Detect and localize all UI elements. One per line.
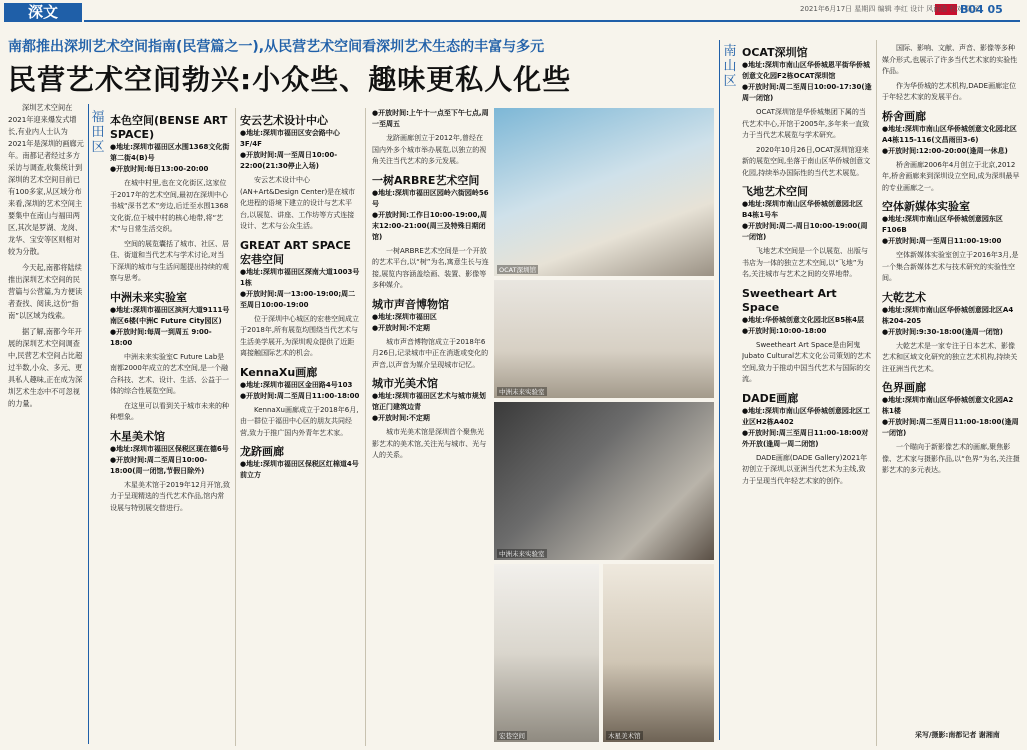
venue-address: ●地址:深圳市福田区艺术与城市规划馆正门建筑边青	[372, 392, 486, 411]
venue-hours: ●开放时间:周一至周日11:00-19:00	[882, 237, 1002, 245]
byline: 采写/摄影:南都记者 谢湘南	[915, 731, 1000, 739]
venue-name: OCAT深圳馆	[742, 46, 808, 59]
photo-gallery	[494, 564, 599, 742]
photo-caption: 宏巷空间	[499, 732, 525, 740]
venue-description: 桥舍画廊2006年4月创立于北京,2012年,桥舍画廊来到深圳设立空间,成为深圳最早的专业画廊之一。	[882, 160, 1020, 192]
venue-name: KennaXu画廊	[240, 365, 318, 379]
venue-description: 一树ARBRE艺术空间是一个开放的艺术平台,以“树”为名,寓意生长与连接,展览内容涵盖绘画、装置、影像等多种媒介。	[372, 246, 489, 289]
venue-hours: ●开放时间:不定期	[372, 323, 430, 332]
venue-name: DADE画廊	[742, 391, 799, 405]
venue-name: 木星美术馆	[110, 429, 165, 443]
intro-paragraph: 今天起,南都将陆续推出深圳艺术空间的民营篇与公营篇,为方便读者查找、阅读,这份“指南”以区域为线索。	[8, 263, 83, 320]
column-4	[742, 40, 872, 746]
venue-description: 在城中村里,也在文化街区,这家位于2017年的艺术空间,最初在深圳中心书城“深书艺术”旁边,后迁至水围1368文化街,位于城中村的核心地带,将“艺术”与日常生活交织。	[110, 179, 229, 233]
intro-paragraph: 据了解,南都今年开展的深圳艺术空间调查中,民营艺术空间占比超过半数,小众、多元、更具私人趣味,正在成为深圳艺术生态中不可忽视的力量。	[8, 327, 83, 408]
venue-description: 城市光美术馆是深圳首个聚焦光影艺术的美术馆,关注光与城市、光与人的关系。	[372, 428, 487, 459]
venue-description: 位于深圳中心城区的宏巷空间成立于2018年,所有展览均围绕当代艺术与生活美学展开,为深圳观众提供了近距离接触国际艺术的机会。	[240, 314, 359, 357]
section-tag: 深文	[4, 3, 82, 22]
venue-name: 飞地艺术空间	[742, 185, 808, 198]
venue-name: 空体新媒体实验室	[882, 200, 970, 213]
venue-description: 在这里可以看到关于城市未来的种种想象。	[110, 401, 229, 421]
venue-description: 大乾艺术是一家专注于日本艺术、影像艺术和区域文化研究的独立艺术机构,持续关注亚洲当代艺术。	[882, 341, 1018, 373]
venue-name: GREAT ART SPACE宏巷空间	[240, 238, 351, 266]
photo-caption: 中洲未来实验室	[499, 550, 545, 558]
venue-description: DADE画廊(DADE Gallery)2021年初创立于深圳,以亚洲当代艺术为主线,致力于呈现当代年轻艺术家的创作。	[742, 453, 868, 485]
venue-address: ●地址:华侨城创意文化园北区B5栋4层	[742, 315, 864, 324]
divider	[235, 108, 236, 746]
column-5	[882, 40, 1020, 730]
venue-address: ●地址:深圳市南山区华侨城创意园北区B4栋1号车	[742, 200, 863, 219]
venue-name: 城市光美术馆	[372, 377, 438, 390]
venue-hours: ●开放时间:不定期	[372, 414, 430, 422]
photo-caption: 中洲未来实验室	[499, 388, 545, 396]
venue-description: 中洲未来实验室C Future Lab是南都2000年成立的艺术空间,是一个融合科技、艺术、设计、生活、公益于一体的综合性展览空间。	[110, 352, 229, 395]
venue-address: ●地址:深圳市福田区保税区现在德6号	[110, 444, 229, 453]
venue-address: ●地址:深圳市南山区华侨城创意园北区A4栋204-205	[882, 305, 1014, 325]
venue-name: 桥舍画廊	[882, 109, 926, 123]
venue-name: 本色空间(BENSE ART SPACE)	[110, 114, 228, 141]
venue-address: ●地址:深圳市福田区	[372, 312, 437, 321]
venue-hours: ●开放时间:每周一到周五 9:00-18:00	[110, 327, 212, 347]
venue-address: ●地址:深圳市福田区安会路中心3F/4F	[240, 129, 340, 148]
venue-name: 大乾艺术	[882, 290, 926, 304]
district-label-nanshan: 南山区	[723, 44, 737, 89]
intro-paragraph: 深圳艺术空间在2021年迎来爆发式增长,有业内人士认为2021年是深圳的画廊元年。南都记者经过多方采访与调查,收集统计到深圳的艺术空间目前已有100多家,从区域分布来看,深圳的艺术空间主要集中在南山与福田两区,其次是罗湖、龙岗、龙华、宝安等区则相对较为分散。	[8, 103, 84, 256]
divider	[719, 40, 720, 740]
photo-caption: 木星美术馆	[608, 732, 641, 740]
dateline: 2021年6月17日 星期四 编辑 李红 设计 风雨造 校对 陈子	[800, 5, 980, 13]
venue-address: ●地址:深圳市福田区深南大道1003号1栋	[240, 267, 360, 287]
header-rule	[84, 20, 1020, 22]
venue-description: 空体新媒体实验室创立于2016年3月,是一个集合新媒体艺术与技术研究的实验性空间。	[882, 251, 1019, 282]
venue-hours: ●开放时间:周三至周日11:00-18:00对外开放(逢周一周二闭馆)	[742, 428, 869, 448]
column-3	[372, 108, 490, 746]
venue-hours: ●开放时间:工作日10:00-19:00,周末12:00-21:00(周三及特殊日期闭馆)	[372, 210, 488, 241]
venue-name: Sweetheart Art Space	[742, 286, 837, 314]
venue-description: 作为华侨城的艺术机构,DADE画廊定位于年轻艺术家的发展平台。	[882, 81, 1017, 101]
venue-address: ●地址:深圳市福田区滨河大道9111号南区6楼(中洲C Future City园区)	[110, 305, 230, 325]
venue-name: 中洲未来实验室	[110, 290, 187, 304]
venue-hours: ●开放时间:9:30-18:00(逢周一闭馆)	[882, 327, 1003, 336]
venue-address: ●地址:深圳市南山区华侨城创意文化园A2栋1楼	[882, 396, 1014, 415]
venue-name: 城市声音博物馆	[372, 297, 449, 311]
venue-description: 安云艺术设计中心(AN+Art&Design Center)是在城市化进程的语境下建立的设计与艺术平台,以展览、讲座、工作坊等方式连接设计、艺术与公众生活。	[240, 176, 356, 230]
photo-exhibition	[494, 402, 714, 560]
venue-address: ●地址:深圳市南山区华侨城恩平街华侨城创意文化园F2栋OCAT深圳馆	[742, 61, 870, 80]
venue-name: 色界画廊	[882, 381, 926, 394]
venue-hours: ●开放时间:周二至周日10:00-17:30(逢周一闭馆)	[742, 83, 872, 102]
divider	[876, 40, 877, 746]
venue-address: ●地址:深圳市福田区园岭六街园岭56号	[372, 188, 489, 208]
venue-hours: ●开放时间:周二-周日10:00-19:00(周一闭馆)	[742, 222, 868, 241]
divider	[88, 104, 89, 744]
venue-description: 一个瞄向于新影像艺术的画廊,聚焦影像、艺术家与摄影作品,以“色界”为名,关注摄影艺术的多元表达。	[882, 443, 1020, 474]
venue-hours: ●开放时间:周一13:00-19:00;周二至周日10:00-19:00	[240, 289, 356, 309]
venue-hours: ●开放时间:周二至周日11:00-18:00	[240, 391, 360, 400]
venue-hours: ●开放时间:周二至周日11:00-18:00(逢周一闭馆)	[882, 418, 1019, 437]
page-number: B04 05	[960, 3, 1003, 16]
divider	[365, 108, 366, 746]
venue-description: Sweetheart Art Space是由阿鬼Jubato Cultural艺术文化公司策划的艺术空间,致力于推动中国当代艺术与国际的交流。	[742, 340, 872, 383]
column-1	[110, 108, 230, 746]
photo-future-lab	[494, 280, 714, 398]
photo-jupiter-museum	[603, 564, 714, 742]
venue-hours: ●开放时间:周一至周日10:00-22:00(21:30停止入场)	[240, 151, 338, 170]
venue-hours: ●开放时间:12:00-20:00(逢周一休息)	[882, 146, 1008, 155]
venue-description: 2020年10月26日,OCAT深圳馆迎来新的展览空间,坐落于南山区华侨城创意文化园,持续举办国际性的当代艺术展览。	[742, 145, 871, 177]
venue-description: 城市声音博物馆成立于2018年6月26日,记录城市中正在消逝或变化的声音,以声音为媒介呈现城市记忆。	[372, 337, 489, 369]
venue-address: ●地址:深圳市福田区水围1368文化街第二街4(B)号	[110, 143, 230, 162]
venue-hours: ●开放时间:10:00-18:00	[742, 326, 827, 335]
venue-address: ●地址:深圳市南山区华侨城创意文化园北区A4栋115-116(文昌雨田3-6)	[882, 124, 1017, 144]
district-label-futian: 福田区	[91, 110, 105, 155]
venue-address: ●地址:深圳市福田区保税区红棉道4号前立方	[240, 460, 359, 479]
venue-name: 一树ARBRE艺术空间	[372, 173, 480, 187]
photo-caption: OCAT深圳馆	[499, 266, 537, 274]
venue-description: KennaXu画廊成立于2018年6月,由一群位于福田中心区的朋友共同经营,致力于推广国内外青年艺术家。	[240, 405, 359, 437]
page-header	[0, 0, 1027, 22]
venue-description: 空间的展览囊括了城市、社区、居住、街道和当代艺术与学术讨论,对当下深圳的城市与生活问题提出持续的观察与思考。	[110, 239, 229, 282]
article-headline: 民营艺术空间勃兴:小众些、趣味更私人化些	[8, 63, 572, 96]
article-subtitle: 南都推出深圳艺术空间指南(民营篇之一),从民营艺术空间看深圳艺术生态的丰富与多元	[8, 39, 545, 55]
venue-name: 龙跻画廊	[240, 445, 284, 458]
intro-column	[8, 102, 86, 622]
column-2	[240, 108, 360, 746]
venue-hours: ●开放时间:周二至周日10:00-18:00(周一闭馆,节假日除外)	[110, 455, 208, 475]
venue-description: 飞地艺术空间是一个以展览、出版与书店为一体的独立艺术空间,以“飞地”为名,关注城市与艺术之间的交界地带。	[742, 247, 868, 278]
venue-description: OCAT深圳馆是华侨城集团下属的当代艺术中心,开馆于2005年,多年来一直致力于当代艺术展览与学术研究。	[742, 108, 870, 139]
venue-hours: ●开放时间:上午十一点至下午七点,周一至周五	[372, 109, 489, 128]
venue-address: ●地址:深圳市南山区华侨城创意园北区工业区H2栋A402	[742, 406, 870, 426]
venue-address: ●地址:深圳市福田区金田路4号103	[240, 380, 353, 389]
photo-ocat	[494, 108, 714, 276]
venue-description: 龙跻画廊创立于2012年,曾经在国内外多个城市举办展览,以独立的视角关注当代艺术的多元发展。	[372, 134, 487, 165]
venue-address: ●地址:深圳市南山区华侨城创意园东区F106B	[882, 215, 1003, 234]
venue-description: 国际、影响、文献、声音、影像等多种媒介形式,也展示了许多当代艺术家的实验性作品。	[882, 44, 1018, 75]
venue-description: 木星美术馆于2019年12月开馆,致力于呈现精选的当代艺术作品,馆内常设展与特别展交替进行。	[110, 480, 230, 512]
venue-hours: ●开放时间:每日13:00-20:00	[110, 165, 209, 173]
venue-name: 安云艺术设计中心	[240, 114, 328, 127]
